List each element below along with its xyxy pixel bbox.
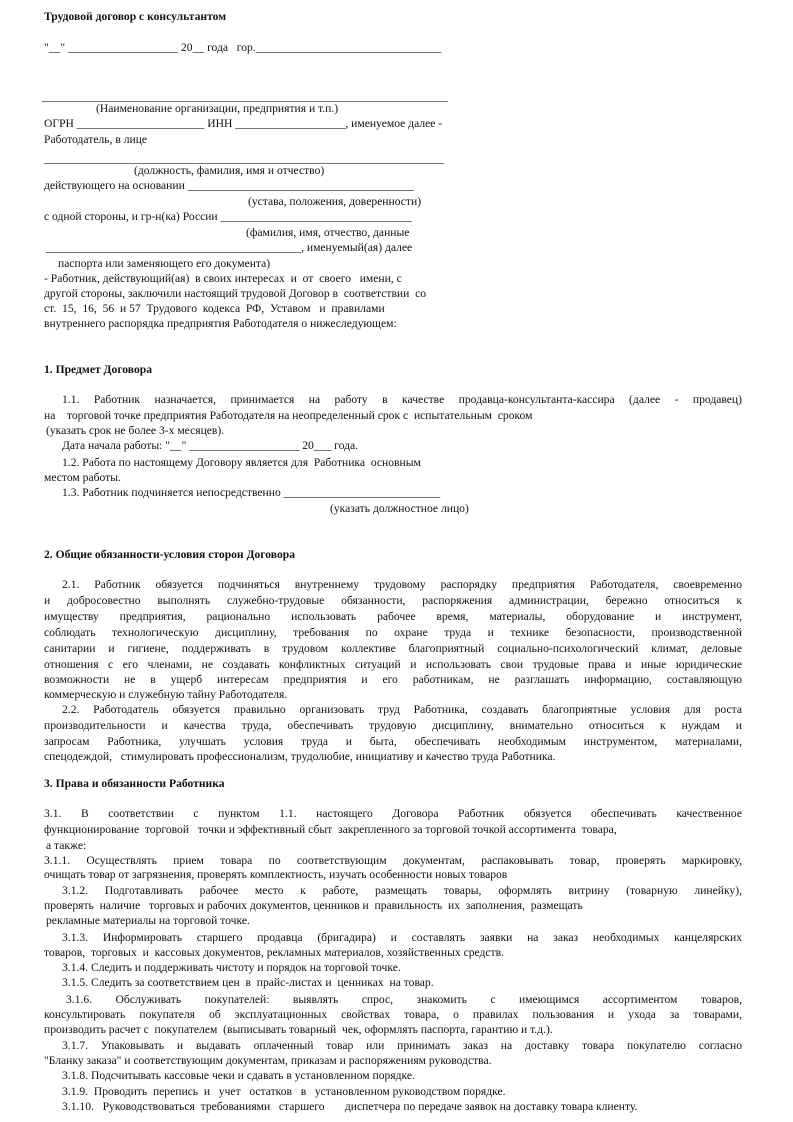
section-heading: 3. Права и обязанности Работника	[44, 777, 225, 790]
duty-line: 3.1.3. Информировать старшего продавца (бригадира) и составлять заявки на заказ необходимых канцелярских	[62, 931, 742, 944]
duty-line: 3.1.7. Упаковывать и выдавать оплаченный товар или принимать заказ на доставку товара покупателю согласно	[62, 1039, 742, 1052]
duty-line: 3.1.8. Подсчитывать кассовые чеки и сдавать в установленном порядке.	[62, 1069, 415, 1082]
clause-line: на торговой точке предприятия Работодателя на неопределенный срок с испытательным сроком	[44, 409, 533, 422]
duty-line: 3.1. В соответствии с пунктом 1.1. настоящего Договора Работник обязуется обеспечивать качественное	[44, 807, 742, 820]
clause-line: 1.2. Работа по настоящему Договору является для Работника основным	[62, 456, 421, 469]
employer-line: Работодатель, в лице	[44, 133, 148, 146]
duty-line: 3.1.9. Проводить перепись и учет остатков в установленном руководством порядке.	[62, 1085, 506, 1098]
duty-line: 3.1.4. Следить и поддерживать чистоту и порядок на торговой точке.	[62, 961, 401, 974]
party-hint: (фамилия, имя, отчество, данные	[246, 226, 410, 239]
basis-hint: (устава, положения, доверенности)	[248, 195, 422, 208]
intro-line: другой стороны, заключили настоящий трудовой Договор в соответствии со	[44, 287, 427, 300]
paragraph-line: и добросовестно выполнять служебно-трудовые обязанности, распоряжения администрации, бережно относиться к	[44, 594, 742, 607]
clause-line: 1.3. Работник подчиняется непосредственно ___________________________	[62, 486, 441, 499]
duty-line: проверять наличие торговых и рабочих документов, ценников и правильность их заполнения, размещать	[44, 899, 583, 912]
clause-line: местом работы.	[44, 471, 121, 484]
paragraph-line: запросам Работника, улучшать условия труда и быта, обеспечивать необходимым инструментом, материалами,	[44, 735, 742, 748]
paragraph-line: санитарии и гигиене, поддерживать в трудовом коллективе благоприятный социально-психологический климат, деловые	[44, 642, 742, 655]
duty-line: а также:	[46, 839, 87, 852]
position-hint: (должность, фамилия, имя и отчество)	[134, 164, 325, 177]
duty-line: 3.1.5. Следить за соответствием цен в прайс-листах и ценниках на товар.	[62, 976, 434, 989]
duty-line: 3.1.1. Осуществлять прием товара по соответствующим документам, распаковывать товар, проверять маркировку,	[44, 854, 742, 867]
section-heading: 1. Предмет Договора	[44, 363, 153, 376]
intro-line: - Работник, действующий(ая) в своих интересах и от своего имени, с	[44, 272, 402, 285]
paragraph-line: 2.2. Работодатель обязуется правильно организовать труд Работника, создавать благоприятные условия для роста	[62, 703, 742, 716]
intro-line: ст. 15, 16, 56 и 57 Трудового кодекса РФ, Уставом и правилами	[44, 302, 385, 315]
paragraph-line: 2.1. Работник обязуется подчиняться внутреннему трудовому распорядку предприятия Работодателя, своевременно	[62, 578, 742, 591]
paragraph-line: возможности не в ущерб интересам предприятия и его работникам, не разглашать информацию, составляющую	[44, 673, 742, 686]
ogrn-inn-line: ОГРН ______________________ ИНН ___________________, именуемое далее -	[44, 117, 443, 130]
clause-line: Дата начала работы: "__" ___________________ 20___ года.	[62, 439, 359, 452]
org-name-line: ______________________________________________________________________	[42, 90, 448, 103]
duty-line: производить расчет с покупателем (выписывать товарный чек, оформлять паспорта, гарантию и т.д.).	[44, 1023, 553, 1036]
passport-line: ____________________________________________, именуемый(ая) далее	[46, 241, 413, 254]
paragraph-line: соблюдать технологическую дисциплину, требования по охране труда и технике безопасности, производственной	[44, 626, 742, 639]
passport-hint: паспорта или заменяющего его документа)	[58, 257, 271, 270]
paragraph-line: спецодеждой, стимулировать профессионализм, трудолюбие, инициативу и качество труда Работника.	[44, 750, 556, 763]
org-name-hint: (Наименование организации, предприятия и т.п.)	[96, 102, 339, 115]
party-line: с одной стороны, и гр-н(ка) России _________________________________	[44, 210, 412, 223]
duty-line: 3.1.10. Руководствоваться требованиями старшего диспетчера по передаче заявок на доставку товара клиенту.	[62, 1100, 638, 1113]
paragraph-line: отношения с его членами, не создавать конфликтных ситуаций и использовать свои трудовые права и иные юридические	[44, 658, 742, 671]
duty-line: "Бланку заказа" и соответствующим документам, приказам и распоряжениям руководства.	[44, 1054, 492, 1067]
duty-line: 3.1.6. Обслуживать покупателей: выявлять спрос, знакомить с имеющимся ассортиментом товаров,	[66, 993, 742, 1006]
clause-line: 1.1. Работник назначается, принимается на работу в качестве продавца-консультанта-кассира (далее - продавец)	[62, 393, 742, 406]
duty-line: рекламные материалы на торговой точке.	[46, 914, 250, 927]
paragraph-line: производительности и качества труда, обеспечивать трудовую дисциплину, внимательно относиться к нуждам и	[44, 719, 742, 732]
duty-line: товаров, торговых и кассовых документов, рекламных материалов, хозяйственных средств.	[44, 946, 504, 959]
duty-line: консультировать покупателя об эксплуатационных свойствах товара, о правилах пользования и ухода за товарами,	[44, 1008, 742, 1021]
clause-line: (указать срок не более 3-х месяцев).	[46, 424, 225, 437]
section-heading: 2. Общие обязанности-условия сторон Договора	[44, 548, 295, 561]
intro-line: внутреннего распорядка предприятия Работодателя о нижеследующем:	[44, 317, 397, 330]
position-line: _____________________________________________________________________	[44, 152, 444, 165]
document-title: Трудовой договор с консультантом	[44, 10, 227, 23]
clause-hint: (указать должностное лицо)	[330, 502, 469, 515]
paragraph-line: имуществу предприятия, рационально использовать рабочее время, материалы, оборудование и инструмент,	[44, 610, 742, 623]
paragraph-line: коммерческую и служебную тайну Работодателя.	[44, 688, 288, 701]
duty-line: 3.1.2. Подготавливать рабочее место к работе, размещать товары, оформлять витрину (товарную линейку),	[62, 884, 742, 897]
basis-line: действующего на основании _______________________________________	[44, 179, 414, 192]
duty-line: функционирование торговой точки и эффективный сбыт закрепленного за торговой точкой ассортимента товара,	[44, 823, 617, 836]
duty-line: очищать товар от загрязнения, проверять комплектность, изучать особенности новых товаров	[44, 868, 508, 881]
date-place-line: "__" ___________________ 20__ года гор.________________________________	[44, 41, 442, 54]
